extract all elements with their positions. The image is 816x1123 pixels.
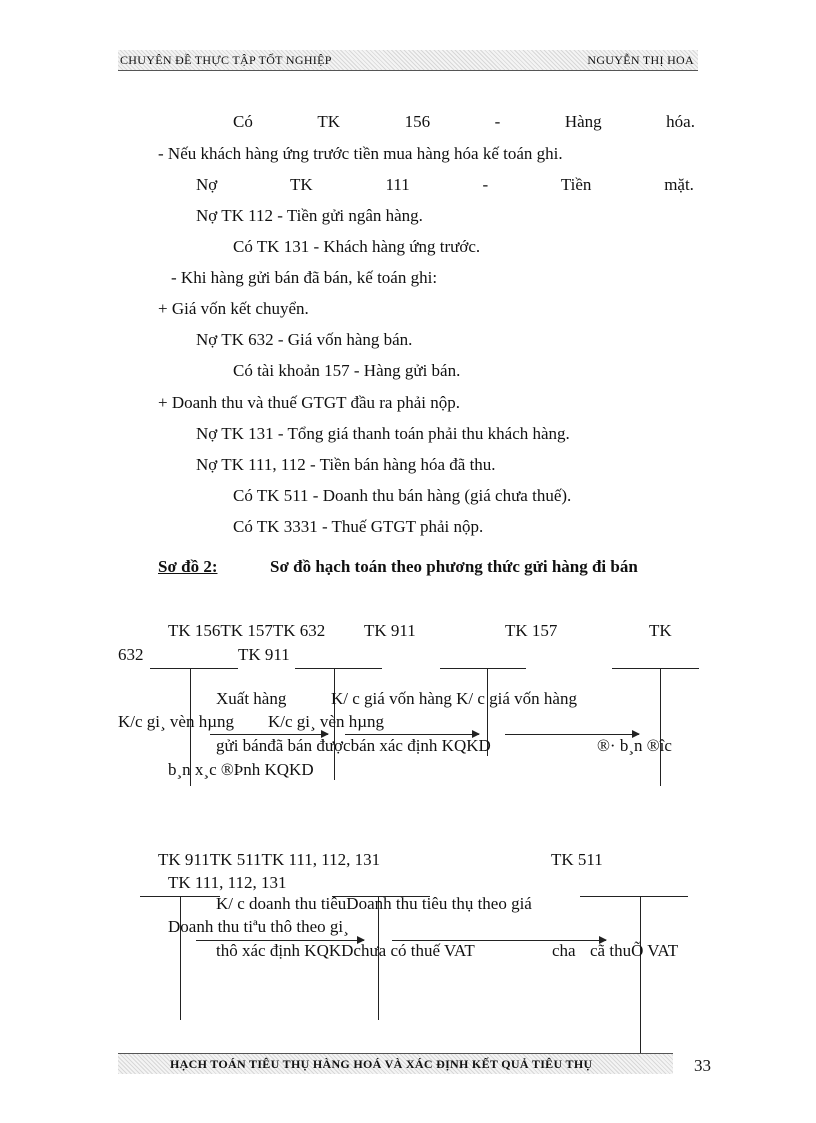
d2-text: Doanh thu tiªu thô theo gi¸ (168, 917, 349, 936)
text-line: Có tài khoản 157 - Hàng gửi bán. (233, 361, 461, 380)
arrow (345, 734, 479, 735)
arrow (505, 734, 639, 735)
justified-line-1: Có TK 156 - Hàng hóa. (233, 112, 695, 131)
header-left: CHUYÊN ĐỀ THỰC TẬP TỐT NGHIỆP (120, 53, 332, 67)
text-line: + Doanh thu và thuế GTGT đầu ra phải nộp. (158, 393, 460, 412)
t-account-line (580, 896, 688, 897)
justified-line-3: Nợ TK 111 - Tiền mặt. (196, 175, 694, 194)
d1-text: K/c gi¸ vèn hµng (268, 712, 385, 731)
d1-text: Xuất hàng (216, 689, 287, 708)
d1-text: K/c gi¸ vèn hµng (118, 712, 235, 731)
d1-tk: TK (649, 621, 672, 640)
d1-tk911: TK 911 (364, 621, 416, 640)
t-account-stem (660, 668, 661, 786)
text-line: - Khi hàng gửi bán đã bán, kế toán ghi: (171, 268, 438, 287)
d1-text: gửi bánđã bán đượcbán xác định KQKD (216, 736, 491, 755)
t-account-line (440, 668, 526, 669)
diagram-label: Sơ đồ 2: (158, 557, 218, 576)
d1-tk911-b: TK 911 (238, 645, 290, 664)
text-line: Nợ TK 632 - Giá vốn hàng bán. (196, 330, 413, 349)
text-line: Nợ TK 131 - Tổng giá thanh toán phải thu khách hàng. (196, 424, 570, 443)
diagram-title: Sơ đồ hạch toán theo phương thức gửi hàng đi bán (270, 557, 638, 576)
text-line: + Giá vốn kết chuyển. (158, 299, 309, 318)
d1-account-labels: TK 156TK 157TK 632 (168, 621, 326, 640)
header-right: NGUYỄN THỊ HOA (587, 53, 694, 67)
d2-text: cã thuÕ VAT (590, 941, 679, 960)
text-line: Có TK 131 - Khách hàng ứng trước. (233, 237, 481, 256)
text-line: Có TK 3331 - Thuế GTGT phải nộp. (233, 517, 484, 536)
d1-tk157: TK 157 (505, 621, 558, 640)
page-header (118, 50, 698, 71)
page-number: 33 (694, 1056, 711, 1075)
t-account-line (612, 668, 699, 669)
t-account-line (295, 668, 382, 669)
d2-tk111: TK 111, 112, 131 (168, 873, 287, 892)
arrow (210, 734, 328, 735)
t-account-stem (640, 896, 641, 1071)
d2-tk511: TK 511 (551, 850, 603, 869)
d2-text: K/ c doanh thu tiêuDoanh thu tiêu thụ theo giá (216, 894, 532, 913)
d1-632: 632 (118, 645, 144, 664)
d1-text: ®· b¸n ®îc (597, 736, 672, 755)
footer-text: HẠCH TOÁN TIÊU THỤ HÀNG HOÁ VÀ XÁC ĐỊNH KẾT QUẢ TIÊU THỤ (170, 1057, 593, 1071)
page-footer (118, 1053, 673, 1074)
d2-account-labels: TK 911TK 511TK 111, 112, 131 (158, 850, 381, 869)
text-line: Có TK 511 - Doanh thu bán hàng (giá chưa thuế). (233, 486, 572, 505)
text-line: - Nếu khách hàng ứng trước tiền mua hàng hóa kế toán ghi. (158, 144, 563, 163)
d1-text: b¸n x¸c ®Þnh KQKD (168, 760, 314, 779)
d2-text: thô xác định KQKDchưa có thuế VAT (216, 941, 475, 960)
text-line: Nợ TK 111, 112 - Tiền bán hàng hóa đã thu. (196, 455, 496, 474)
d1-text: K/ c giá vốn hàng K/ c giá vốn hàng (331, 689, 577, 708)
t-account-line (150, 668, 238, 669)
d2-text: cha (552, 941, 576, 960)
text-line: Nợ TK 112 - Tiền gửi ngân hàng. (196, 206, 423, 225)
t-account-stem (180, 896, 181, 1020)
